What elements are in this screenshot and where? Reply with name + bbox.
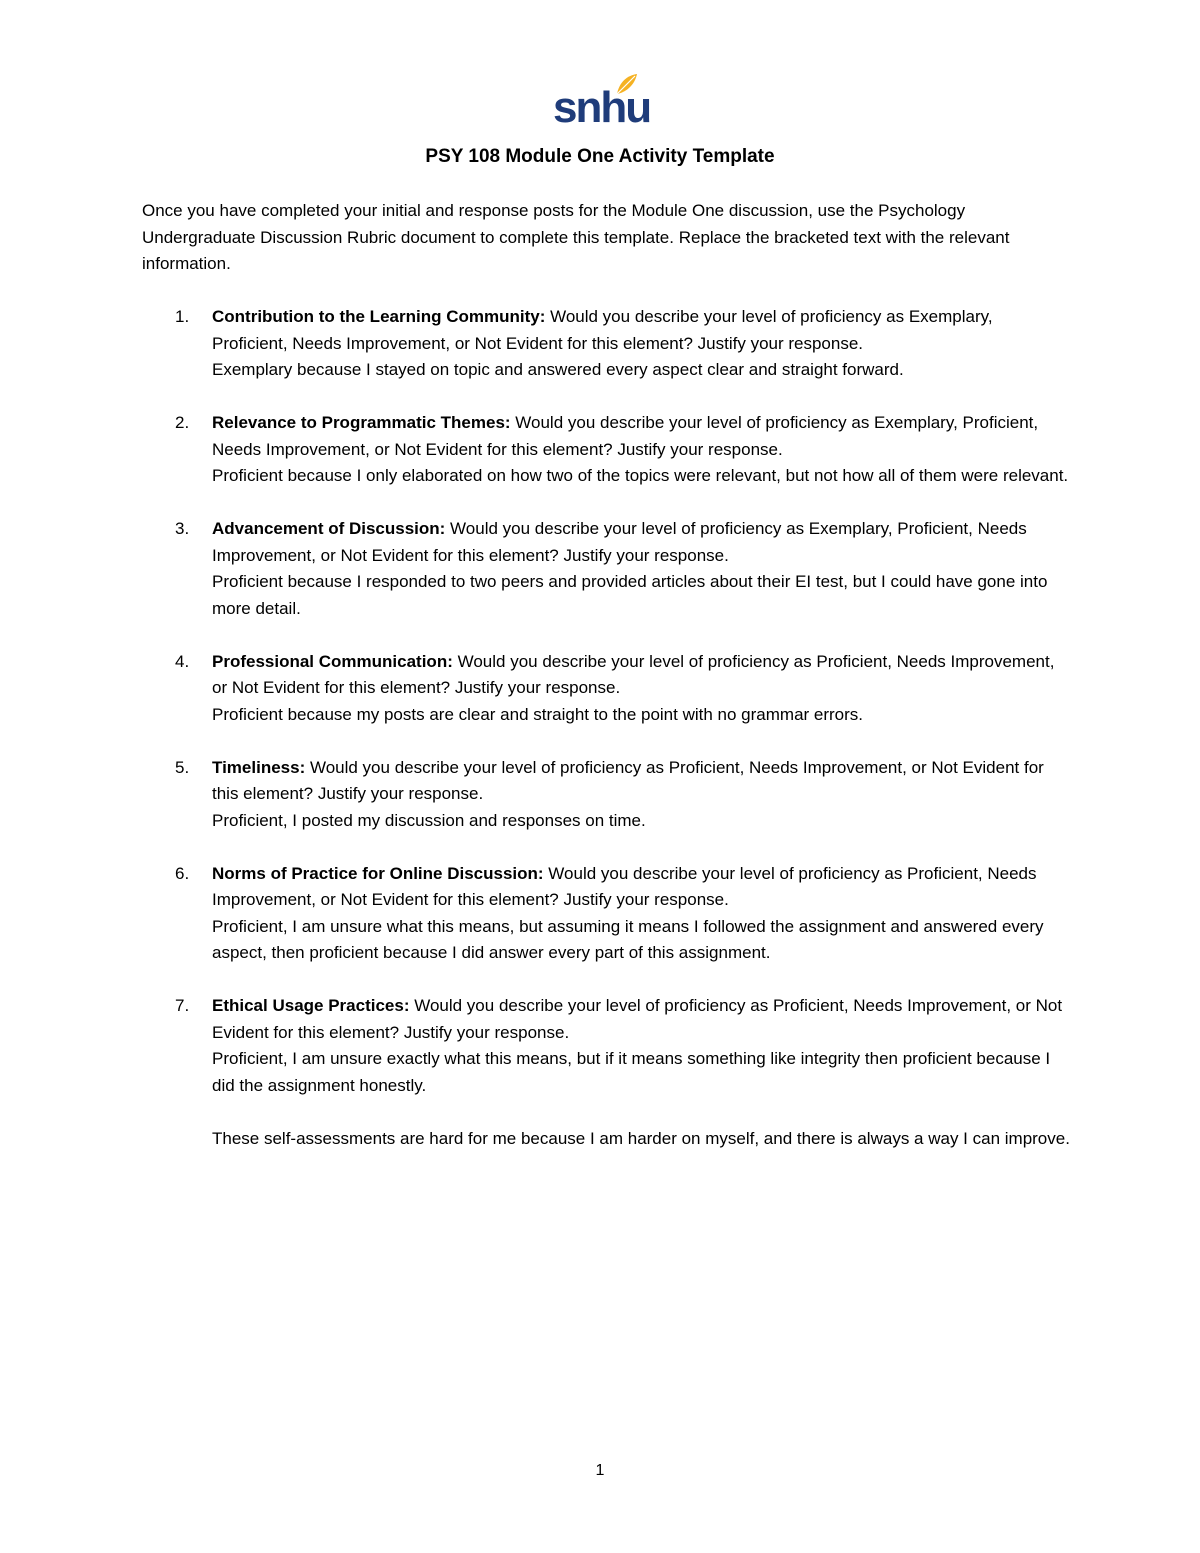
closing-text: These self-assessments are hard for me because I am harder on myself, and there is always a way I can improve. (212, 1128, 1070, 1148)
item-number: 4. (175, 651, 190, 671)
item-heading: Advancement of Discussion: (212, 519, 446, 538)
item-question-text: Would you describe your level of proficiency as Exemplary, Proficient, Needs Improvement, or Not Evident for this element? Justify your response. (212, 307, 993, 353)
list-item (142, 755, 1072, 835)
item-question-text: Would you describe your level of proficiency as Exemplary, Proficient, Needs Improvement, or Not Evident for this element? Justify your response. (212, 519, 1027, 565)
item-question-text: Would you describe your level of proficiency as Proficient, Needs Improvement, or Not Evident for this element? Justify your response. (212, 996, 1063, 1042)
item-question (212, 649, 1072, 702)
item-question (212, 516, 1072, 569)
list-item (142, 861, 1072, 967)
item-answer: Proficient because I responded to two peers and provided articles about their EI test, but I could have gone into more detail. (212, 572, 1048, 618)
item-number: 3. (175, 519, 190, 538)
rubric-list (142, 304, 1072, 1152)
list-item (142, 649, 1072, 729)
item-answer: Proficient, I am unsure what this means, but assuming it means I followed the assignment and answered every aspect, then proficient because I did answer every part of this assignment. (212, 916, 1044, 962)
item-heading: Relevance to Programmatic Themes: (212, 413, 511, 432)
item-question (212, 993, 1072, 1046)
intro-paragraph (142, 198, 1062, 278)
item-answer: Proficient, I am unsure exactly what this means, but if it means something like integrity then proficient because I did the assignment honestly. (212, 1049, 1051, 1095)
closing-paragraph (142, 1126, 1072, 1153)
item-answer: Proficient because my posts are clear and straight to the point with no grammar errors. (212, 704, 864, 724)
item-question-text: Would you describe your level of proficiency as Proficient, Needs Improvement, or Not Evident for this element? Justify your response. (212, 651, 1055, 697)
item-heading: Contribution to the Learning Community: (212, 307, 546, 326)
item-number: 2. (175, 413, 190, 432)
item-number: 7. (175, 996, 190, 1015)
logo-text: snhu (553, 83, 651, 132)
item-number: 5. (175, 757, 190, 777)
item-heading: Ethical Usage Practices: (212, 996, 410, 1015)
page-title: PSY 108 Module One Activity Template (425, 146, 775, 167)
item-question (212, 861, 1072, 914)
list-item (142, 516, 1072, 622)
item-question (212, 410, 1072, 463)
item-question (212, 304, 1072, 357)
item-heading: Timeliness: (212, 757, 306, 777)
item-heading: Professional Communication: (212, 651, 453, 671)
list-item (142, 993, 1072, 1099)
item-number: 1. (175, 307, 190, 326)
item-heading: Norms of Practice for Online Discussion: (212, 863, 544, 883)
intro-text: Once you have completed your initial and response posts for the Module One discussion, use the Psychology Undergraduate Discussion Rubric document to complete this template. Replace the bracketed text with the relevant information. (142, 201, 1010, 273)
item-question-text: Would you describe your level of proficiency as Proficient, Needs Improvement, or Not Evident for this element? Justify your response. (212, 757, 1044, 803)
item-question (212, 755, 1072, 808)
item-answer: Exemplary because I stayed on topic and answered every aspect clear and straight forward. (212, 360, 904, 379)
item-number: 6. (175, 863, 190, 883)
page-number: 1 (595, 1462, 605, 1479)
item-question-text: Would you describe your level of proficiency as Exemplary, Proficient, Needs Improvement, or Not Evident for this element? Justify your response. (212, 413, 1039, 459)
snhu-logo (553, 72, 651, 134)
list-item (142, 410, 1072, 490)
item-answer: Proficient because I only elaborated on how two of the topics were relevant, but not how all of them were relevant. (212, 466, 1069, 485)
item-question-text: Would you describe your level of proficiency as Proficient, Needs Improvement, or Not Evident for this element? Justify your response. (212, 863, 1037, 909)
item-answer: Proficient, I posted my discussion and responses on time. (212, 810, 646, 830)
list-item (142, 304, 1072, 384)
